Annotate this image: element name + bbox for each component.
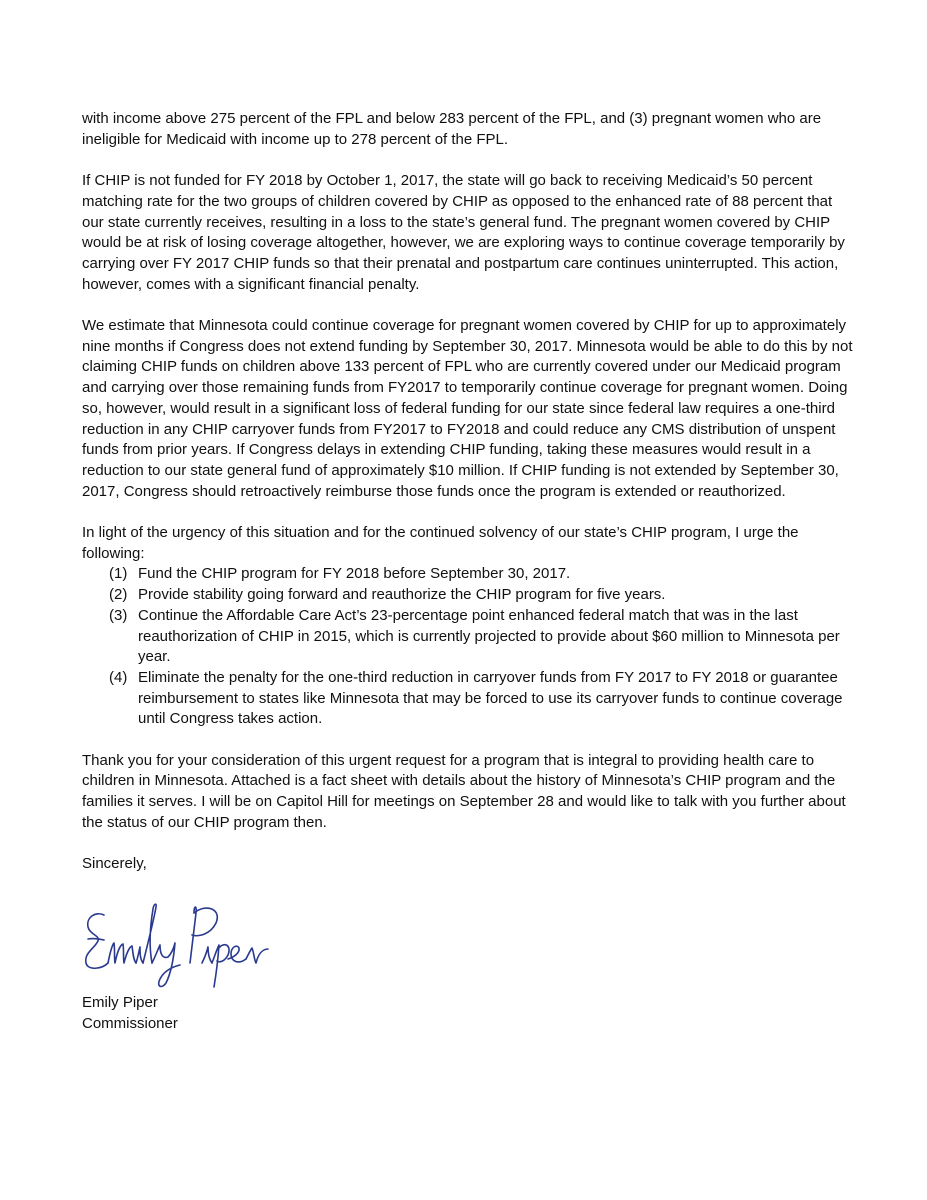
sign-off: Sincerely, [82,855,147,873]
paragraph-urge-intro: In light of the urgency of this situation and for the continued solvency of our state’s CHIP program, I urge the following: [82,524,799,562]
paragraph-coverage-estimate: We estimate that Minnesota could continue coverage for pregnant women covered by CHIP for up to approximately nine months if Congress does not extend funding by September 30, 2017. Minnesota would be able to do this by not claiming CHIP funds on children above 133 percent of FPL who are currently covered under our Medicaid program and carrying over those remaining funds from FY2017 to temporarily continue coverage for pregnant women. Doing so, however, would result in a significant loss of federal funding for our state since federal law requires a one-third reduction in any CHIP carryover funds from FY2017 to FY2018 and could reduce any CMS distribution of unspent funds from prior years. If Congress delays in extending CHIP funding, taking these measures would result in a reduction to our state general fund of approximately $10 million. If CHIP funding is not extended by September 30, 2017, Congress should retroactively reimburse those funds once the program is extended or reauthorized. [82,317,853,500]
list-item-text: Fund the CHIP program for FY 2018 before September 30, 2017. [138,565,571,583]
handwritten-signature [82,883,282,993]
list-item-text: Continue the Affordable Care Act’s 23-percentage point enhanced federal match that was in the last reauthorization of CHIP in 2015, which is currently projected to provide about $60 million to Minnesota per year. [138,606,840,666]
paragraph-continuation: with income above 275 percent of the FPL and below 283 percent of the FPL, and (3) pregnant women who are ineligible for Medicaid with income up to 278 percent of the FPL. [82,110,822,148]
paragraph-funding-impact: If CHIP is not funded for FY 2018 by October 1, 2017, the state will go back to receiving Medicaid’s 50 percent matching rate for the two groups of children covered by CHIP as opposed to the enhanced rate of 88 percent that our state currently receives, resulting in a loss to the state’s general fund. The pregnant women covered by CHIP would be at risk of losing coverage altogether, however, we are exploring ways to continue coverage temporarily by carrying over FY 2017 CHIP funds so that their prenatal and postpartum care continues uninterrupted. This action, however, comes with a significant financial penalty. [82,172,845,293]
list-item-number: (3) [109,606,128,624]
list-item-number: (2) [109,586,128,604]
list-item [82,585,854,606]
list-item-number: (4) [109,668,128,686]
signer-title: Commissioner [82,1014,178,1032]
list-item [82,668,854,730]
list-item-text: Eliminate the penalty for the one-third reduction in carryover funds from FY 2017 to FY 2018 or guarantee reimbursement to states like Minnesota that may be forced to use its carryover funds to continue coverage until Congress takes action. [138,668,843,728]
paragraph-closing: Thank you for your consideration of this urgent request for a program that is integral to providing health care to children in Minnesota. Attached is a fact sheet with details about the history of Minnesota’s CHIP program and the families it serves. I will be on Capitol Hill for meetings on September 28 and would like to talk with you further about the status of our CHIP program then. [82,751,846,831]
request-list [82,564,854,730]
list-item [82,606,854,668]
letter-body [82,109,854,1034]
list-item-text: Provide stability going forward and reauthorize the CHIP program for five years. [138,586,666,604]
list-item-number: (1) [109,565,128,583]
signer-name: Emily Piper [82,993,158,1011]
list-item [82,564,854,585]
